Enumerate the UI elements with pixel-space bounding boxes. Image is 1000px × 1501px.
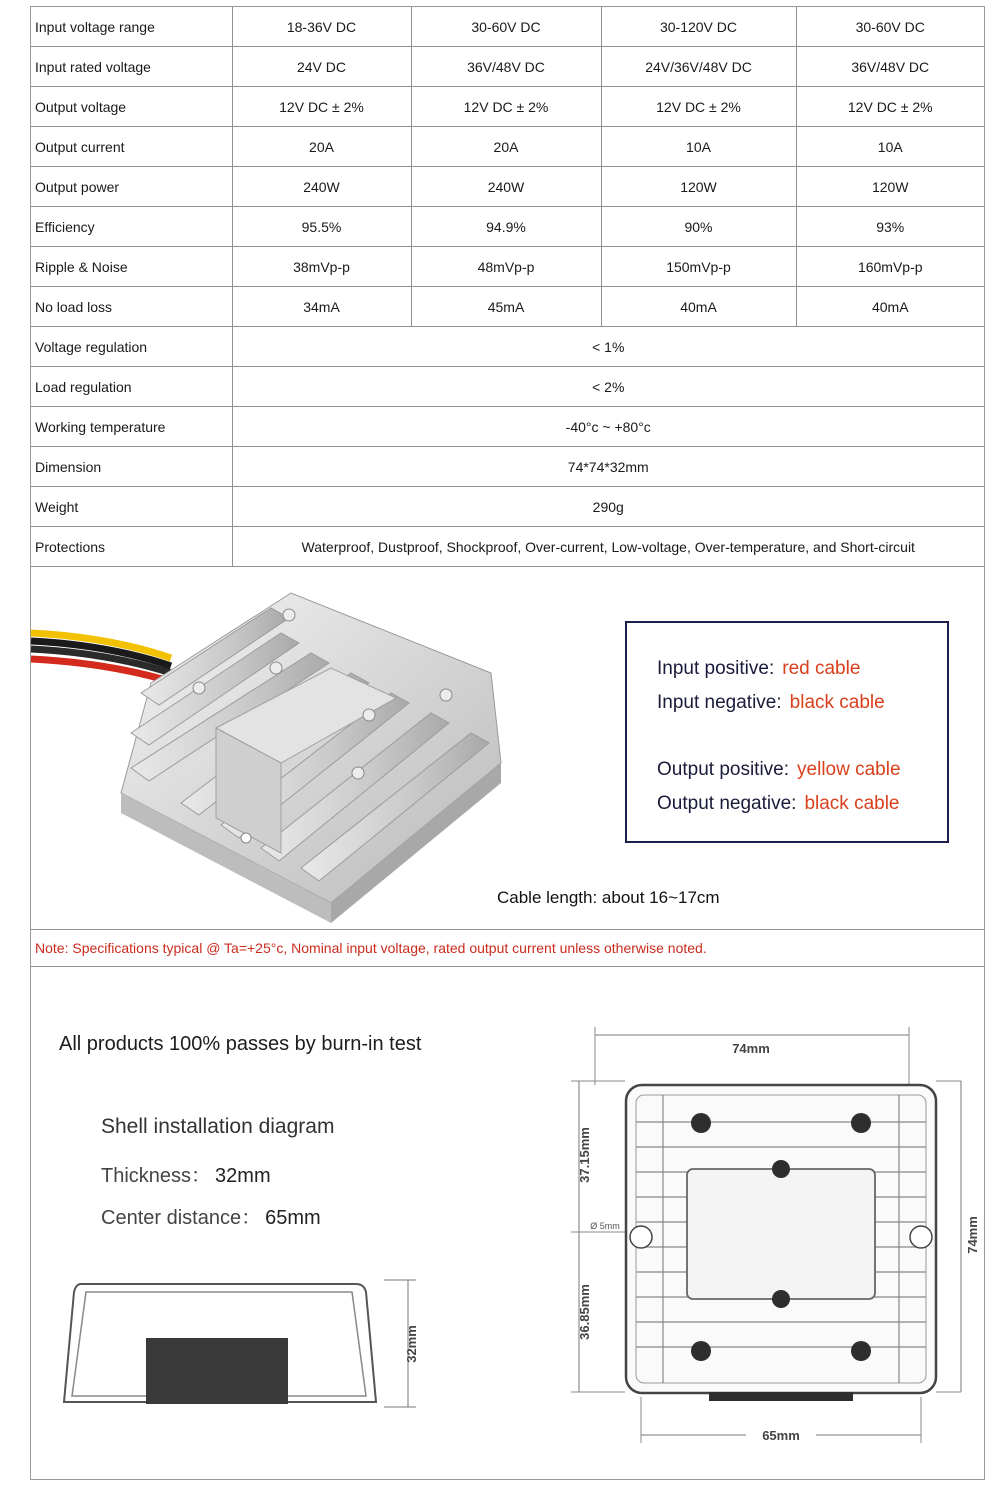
input-positive-row <box>657 658 860 680</box>
side-height-label: 32mm <box>404 1325 419 1363</box>
spec-value: 160mVp-p <box>796 247 984 287</box>
center-distance-value: 65mm <box>265 1207 321 1229</box>
side-view-drawing <box>56 1272 456 1432</box>
upper-half-label: 37.15mm <box>577 1127 592 1183</box>
output-positive-value: yellow cable <box>797 759 901 780</box>
spec-label: Voltage regulation <box>31 327 232 367</box>
spec-value: 240W <box>411 167 601 207</box>
spec-value: 94.9% <box>411 207 601 247</box>
lower-half-label: 36.85mm <box>577 1284 592 1340</box>
cable-length-note: Cable length: about 16~17cm <box>497 888 720 907</box>
spec-label: Weight <box>31 487 232 527</box>
center-distance-label: Center distance： <box>101 1207 262 1229</box>
shell-diagram-title: Shell installation diagram <box>101 1115 335 1138</box>
thickness-label: Thickness： <box>101 1165 212 1187</box>
spec-value: < 1% <box>232 327 984 367</box>
spec-row-voltage-regulation <box>31 327 984 367</box>
spec-row-working-temperature <box>31 407 984 447</box>
spec-value: 45mA <box>411 287 601 327</box>
product-photo-section <box>31 563 984 929</box>
spec-value: 10A <box>601 127 796 167</box>
spec-value: 74*74*32mm <box>232 447 984 487</box>
spec-value: 12V DC ± 2% <box>796 87 984 127</box>
spec-value: 38mVp-p <box>232 247 411 287</box>
spec-row-input-rated-voltage <box>31 47 984 87</box>
output-negative-value: black cable <box>804 793 900 814</box>
spec-value: 40mA <box>796 287 984 327</box>
spec-value: 20A <box>411 127 601 167</box>
top-view-drawing <box>541 967 980 1477</box>
cable-legend-box <box>625 621 949 843</box>
spec-value: 93% <box>796 207 984 247</box>
spec-row-protections <box>31 527 984 567</box>
spec-value: 34mA <box>232 287 411 327</box>
spec-value: -40°c ~ +80°c <box>232 407 984 447</box>
spec-label: Load regulation <box>31 367 232 407</box>
spec-value: 12V DC ± 2% <box>601 87 796 127</box>
input-negative-row <box>657 692 885 714</box>
spec-value: 30-120V DC <box>601 7 796 47</box>
spec-value: 24V/36V/48V DC <box>601 47 796 87</box>
input-negative-value: black cable <box>789 692 885 713</box>
right-height-label: 74mm <box>965 1216 980 1254</box>
output-positive-row <box>657 759 901 781</box>
product-spec-sheet <box>30 6 985 1480</box>
top-width-label: 74mm <box>732 1041 770 1056</box>
thickness-value: 32mm <box>215 1165 271 1187</box>
center-distance-row <box>101 1201 321 1230</box>
input-positive-label: Input positive: <box>657 658 775 679</box>
spec-value: 120W <box>601 167 796 207</box>
spec-row-output-voltage <box>31 87 984 127</box>
spec-row-no-load-loss <box>31 287 984 327</box>
spec-row-weight <box>31 487 984 527</box>
spec-label: Working temperature <box>31 407 232 447</box>
burn-in-statement: All products 100% passes by burn-in test <box>59 1033 422 1055</box>
spec-row-load-regulation <box>31 367 984 407</box>
spec-label: Input rated voltage <box>31 47 232 87</box>
spec-value: 95.5% <box>232 207 411 247</box>
input-negative-label: Input negative: <box>657 692 782 713</box>
bottom-width-label: 65mm <box>762 1428 800 1443</box>
spec-value: 40mA <box>601 287 796 327</box>
spec-value: < 2% <box>232 367 984 407</box>
spec-value: 48mVp-p <box>411 247 601 287</box>
spec-value: 120W <box>796 167 984 207</box>
spec-label: Output voltage <box>31 87 232 127</box>
output-positive-label: Output positive: <box>657 759 790 780</box>
spec-label: No load loss <box>31 287 232 327</box>
spec-value: 240W <box>232 167 411 207</box>
spec-value: 36V/48V DC <box>411 47 601 87</box>
spec-label: Input voltage range <box>31 7 232 47</box>
spec-row-efficiency <box>31 207 984 247</box>
spec-value: 18-36V DC <box>232 7 411 47</box>
hole-label: Ø 5mm <box>590 1221 620 1231</box>
converter-photo <box>31 563 511 923</box>
installation-section <box>31 967 984 1479</box>
spec-value: 30-60V DC <box>411 7 601 47</box>
output-negative-row <box>657 793 900 815</box>
spec-value: 90% <box>601 207 796 247</box>
spec-value: 290g <box>232 487 984 527</box>
spec-label: Protections <box>31 527 232 567</box>
spec-value: 10A <box>796 127 984 167</box>
spec-row-dimension <box>31 447 984 487</box>
spec-row-output-power <box>31 167 984 207</box>
spec-row-input-voltage-range <box>31 7 984 47</box>
spec-row-output-current <box>31 127 984 167</box>
spec-label: Output current <box>31 127 232 167</box>
input-positive-value: red cable <box>782 658 861 679</box>
spec-value: Waterproof, Dustproof, Shockproof, Over-current, Low-voltage, Over-temperature, and Short-circuit <box>232 527 984 567</box>
thickness-row <box>101 1159 271 1188</box>
spec-value: 12V DC ± 2% <box>411 87 601 127</box>
spec-value: 24V DC <box>232 47 411 87</box>
spec-value: 20A <box>232 127 411 167</box>
spec-table <box>31 7 984 567</box>
spec-label: Dimension <box>31 447 232 487</box>
spec-row-ripple-noise <box>31 247 984 287</box>
spec-value: 12V DC ± 2% <box>232 87 411 127</box>
specification-note: Note: Specifications typical @ Ta=+25°c, Nominal input voltage, rated output current unless otherwise noted. <box>31 929 984 967</box>
spec-value: 150mVp-p <box>601 247 796 287</box>
spec-label: Output power <box>31 167 232 207</box>
spec-label: Efficiency <box>31 207 232 247</box>
spec-label: Ripple & Noise <box>31 247 232 287</box>
spec-value: 30-60V DC <box>796 7 984 47</box>
output-negative-label: Output negative: <box>657 793 797 814</box>
spec-value: 36V/48V DC <box>796 47 984 87</box>
